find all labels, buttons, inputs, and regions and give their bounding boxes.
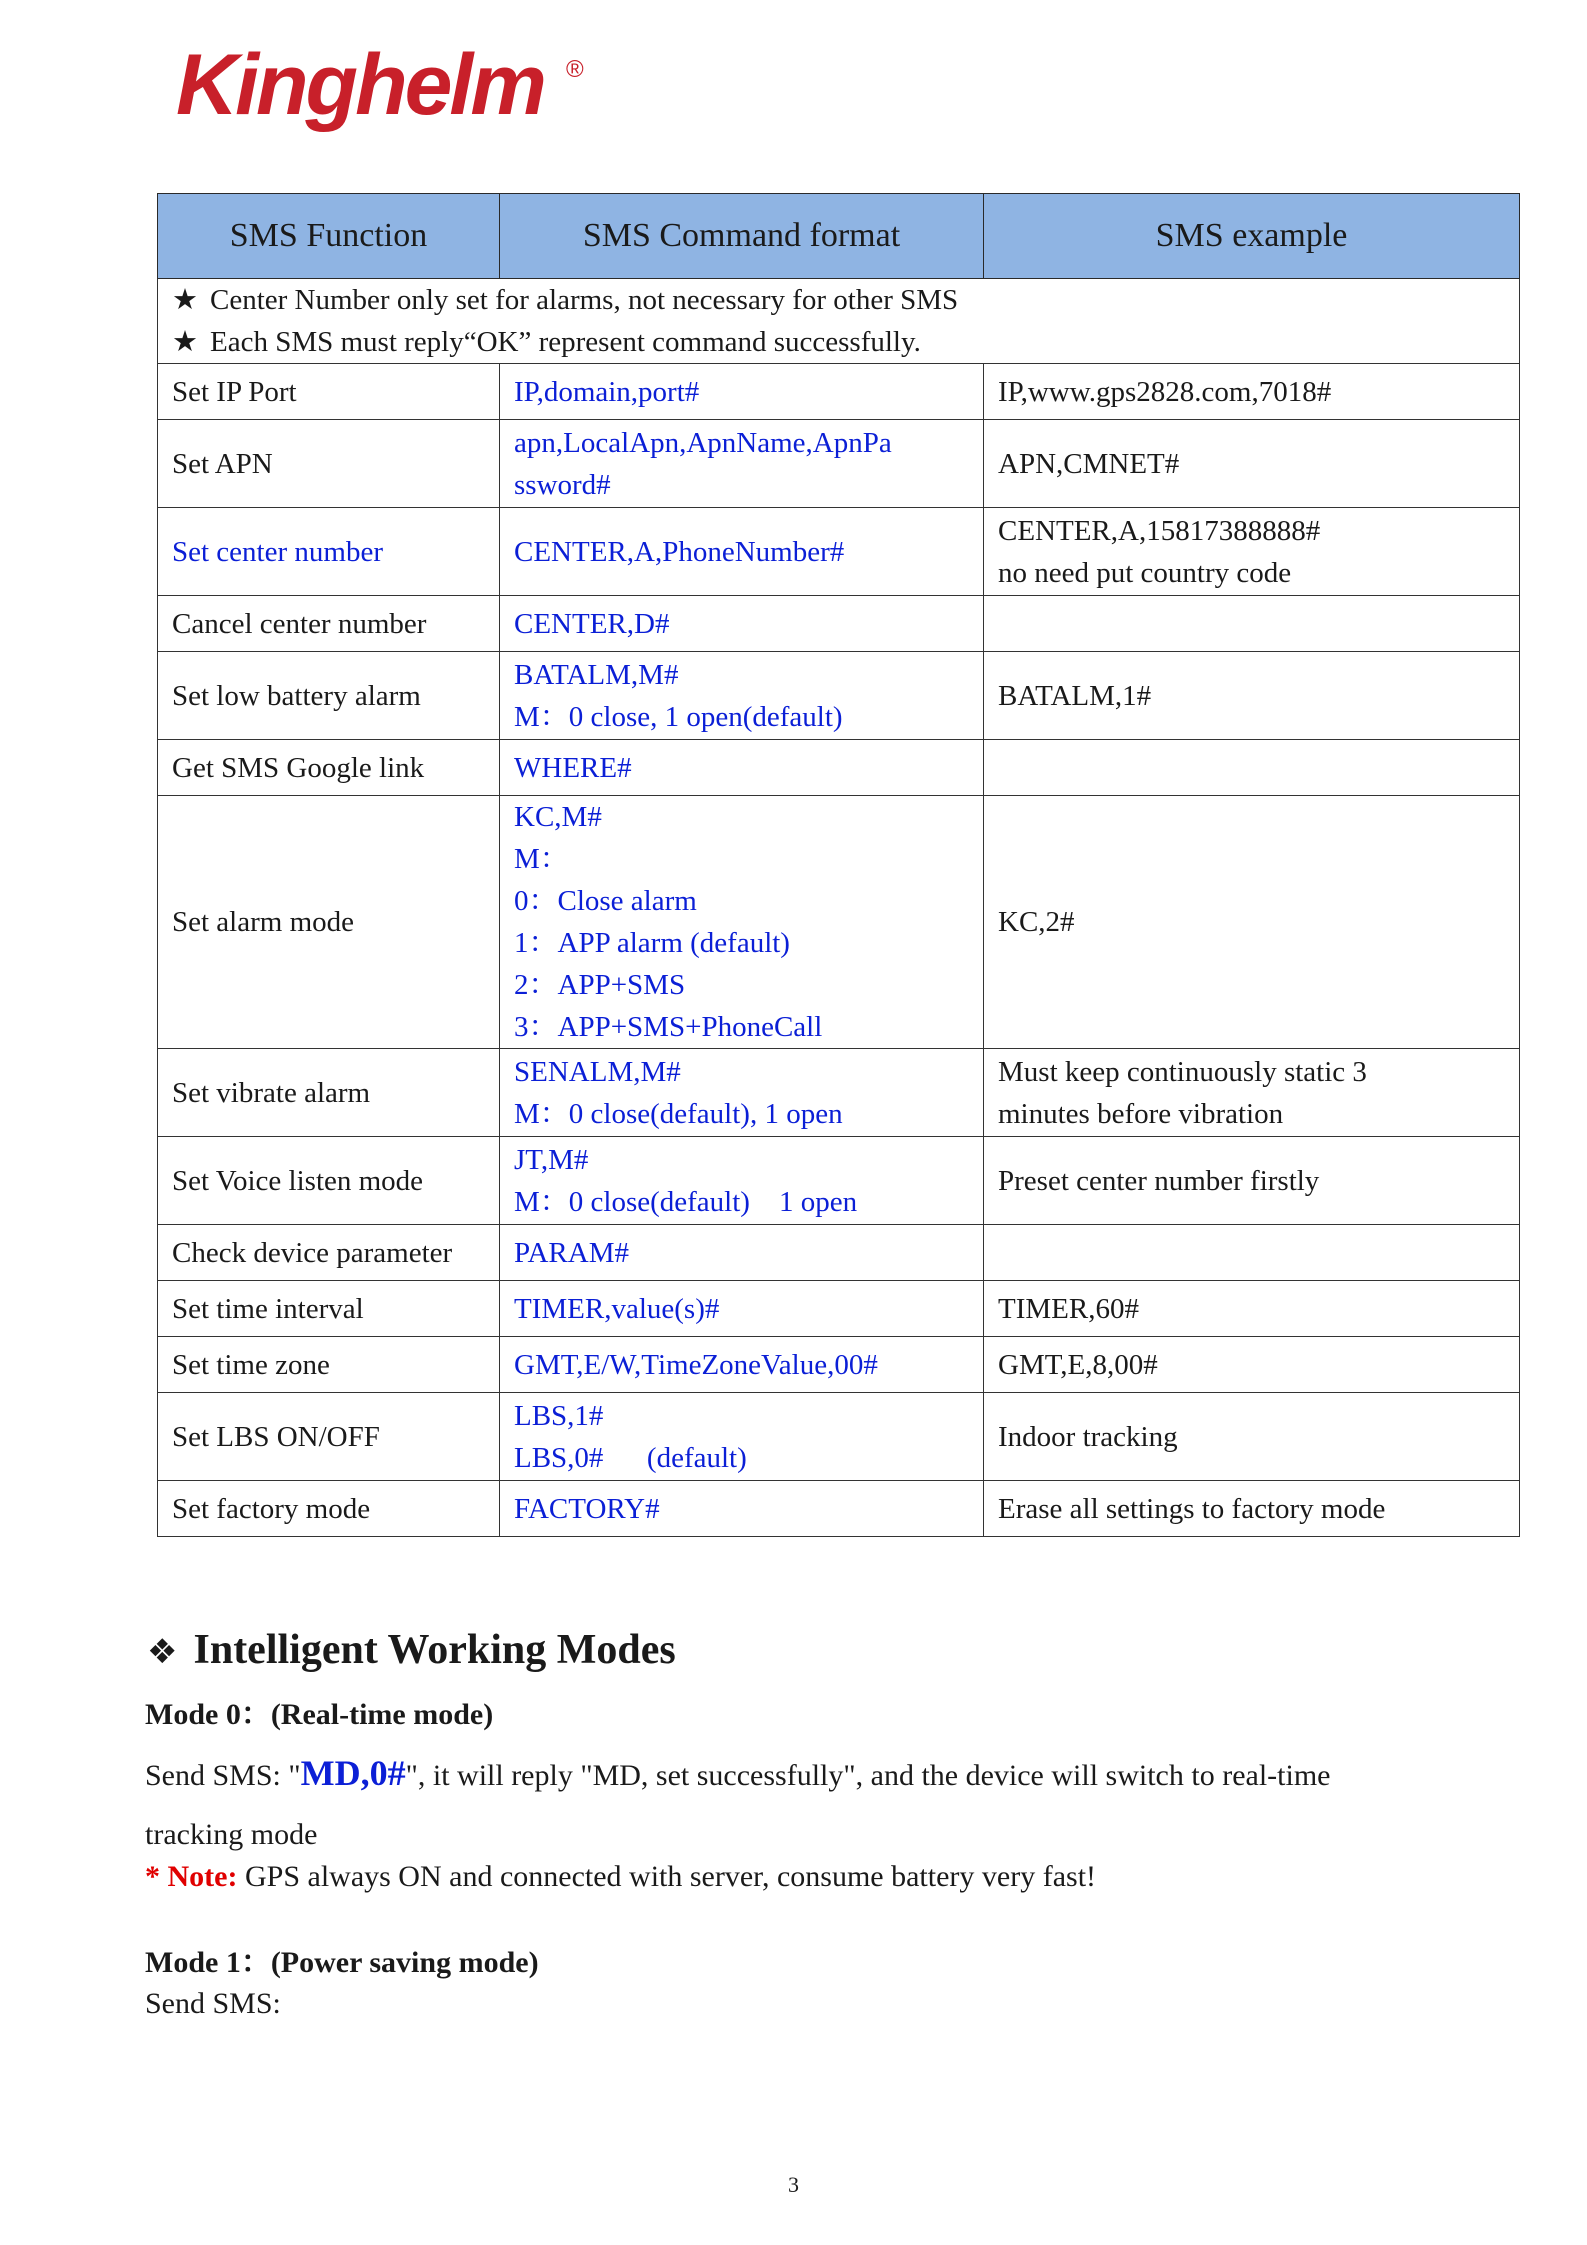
sms-example-cell: [984, 1481, 1520, 1537]
sms-command-cell: [500, 364, 984, 420]
table-row: [158, 420, 1520, 508]
example-line: no need put country code: [998, 556, 1292, 589]
note-text: Each SMS must reply“OK” represent command successfully.: [210, 326, 921, 358]
sms-example-cell: [984, 508, 1520, 596]
example-line: KC,2#: [998, 906, 1075, 938]
command-line: PARAM#: [514, 1236, 629, 1269]
command-line: M：0 close, 1 open(default): [514, 700, 843, 733]
table-row: [158, 364, 1520, 420]
example-line: CENTER,A,15817388888#: [998, 514, 1321, 547]
example-line: IP,www.gps2828.com,7018#: [998, 375, 1332, 408]
sms-function-cell: Check device parameter: [158, 1225, 500, 1281]
table-row: [158, 796, 1520, 1049]
command-line: JT,M#: [514, 1143, 589, 1176]
note-text: Center Number only set for alarms, not necessary for other SMS: [210, 284, 959, 316]
command-line: M：0 close(default) 1 open: [514, 1185, 858, 1218]
sms-example-cell: [984, 1337, 1520, 1393]
command-line: IP,domain,port#: [514, 375, 700, 408]
table-row: [158, 1225, 1520, 1281]
sms-example-cell: [984, 1281, 1520, 1337]
mode0-note: [145, 1857, 1475, 1897]
command-line: CENTER,D#: [514, 607, 670, 640]
example-line: minutes before vibration: [998, 1097, 1284, 1130]
note-line: [172, 279, 1505, 321]
command-line: GMT,E/W,TimeZoneValue,00#: [514, 1348, 878, 1381]
sms-function-cell: Set Voice listen mode: [158, 1137, 500, 1225]
example-line: APN,CMNET#: [998, 447, 1180, 480]
sms-example-cell: [984, 740, 1520, 796]
command-line: TIMER,value(s)#: [514, 1292, 720, 1325]
sms-command-cell: [500, 1393, 984, 1481]
example-line: Indoor tracking: [998, 1420, 1178, 1453]
page-number: 3: [788, 2172, 799, 2197]
example-line: Preset center number firstly: [998, 1164, 1320, 1197]
sms-command-cell: [500, 420, 984, 508]
mode0-send-line2: tracking mode: [145, 1818, 318, 1851]
command-line: 2：APP+SMS: [514, 969, 686, 1001]
mode1-title: Mode 1：(Power saving mode): [145, 1946, 539, 1979]
star-icon: ★: [172, 284, 198, 316]
example-line: GMT,E,8,00#: [998, 1348, 1158, 1381]
command-line: FACTORY#: [514, 1492, 660, 1525]
mode0-send-line: [145, 1753, 1475, 1796]
sms-function-cell: Set LBS ON/OFF: [158, 1393, 500, 1481]
sms-function-cell: Set IP Port: [158, 364, 500, 420]
command-line: M：0 close(default), 1 open: [514, 1097, 843, 1130]
header-sms-command-format: SMS Command format: [500, 194, 984, 279]
sms-function-cell: Cancel center number: [158, 596, 500, 652]
mode0-command: MD,0#: [300, 1753, 406, 1793]
sms-example-cell: [984, 596, 1520, 652]
sms-command-cell: [500, 1049, 984, 1137]
star-icon: ★: [172, 326, 198, 358]
sms-function-cell: Set time zone: [158, 1337, 500, 1393]
sms-function-cell: Set vibrate alarm: [158, 1049, 500, 1137]
sms-command-cell: [500, 508, 984, 596]
sms-command-cell: [500, 1137, 984, 1225]
section-heading: [147, 1622, 676, 1680]
command-line: KC,M#: [514, 801, 602, 833]
table-header-row: [158, 194, 1520, 279]
sms-command-cell: [500, 1481, 984, 1537]
table-row: [158, 1137, 1520, 1225]
table-row: [158, 740, 1520, 796]
sms-command-cell: [500, 1225, 984, 1281]
note-line: [172, 321, 1505, 363]
command-line: 1：APP alarm (default): [514, 927, 790, 959]
command-line: CENTER,A,PhoneNumber#: [514, 535, 845, 568]
note-label: * Note:: [145, 1860, 238, 1893]
sms-example-cell: [984, 1049, 1520, 1137]
mode0-title: Mode 0：(Real-time mode): [145, 1698, 494, 1731]
command-line: apn,LocalApn,ApnName,ApnPa: [514, 426, 892, 459]
header-sms-function: SMS Function: [158, 194, 500, 279]
sms-example-cell: [984, 364, 1520, 420]
sms-example-cell: [984, 1225, 1520, 1281]
table-row: [158, 1481, 1520, 1537]
command-line: LBS,1#: [514, 1399, 604, 1432]
command-line: ssword#: [514, 468, 611, 501]
command-line: BATALM,M#: [514, 658, 679, 691]
sms-command-cell: [500, 796, 984, 1049]
sms-function-cell: Set factory mode: [158, 1481, 500, 1537]
table-row: [158, 1049, 1520, 1137]
table-row: [158, 596, 1520, 652]
sms-function-cell: Set low battery alarm: [158, 652, 500, 740]
registered-mark: ®: [566, 56, 584, 83]
sms-command-table: [157, 193, 1520, 1537]
sms-function-cell: Set alarm mode: [158, 796, 500, 1049]
section-title: Intelligent Working Modes: [193, 1627, 676, 1673]
table-row: [158, 652, 1520, 740]
table-row: [158, 508, 1520, 596]
sms-function-cell: Set center number: [158, 508, 500, 596]
sms-example-cell: [984, 420, 1520, 508]
table-row: [158, 1393, 1520, 1481]
mode1-send: Send SMS:: [145, 1987, 281, 2020]
sms-function-cell: Set APN: [158, 420, 500, 508]
sms-command-cell: [500, 1281, 984, 1337]
command-line: WHERE#: [514, 751, 632, 784]
sms-example-cell: [984, 796, 1520, 1049]
sms-command-cell: [500, 740, 984, 796]
sms-function-cell: Set time interval: [158, 1281, 500, 1337]
note-text: GPS always ON and connected with server, consume battery very fast!: [237, 1860, 1097, 1893]
example-line: Must keep continuously static 3: [998, 1055, 1367, 1088]
kinghelm-logo: Kinghelm: [176, 37, 544, 133]
notes-cell: [158, 279, 1520, 364]
table-row: [158, 1281, 1520, 1337]
sms-command-cell: [500, 1337, 984, 1393]
sms-example-cell: [984, 1393, 1520, 1481]
diamond-bullet-icon: ❖: [147, 1632, 178, 1672]
mode0-send-pre: Send SMS: ": [145, 1759, 301, 1792]
command-line: 3：APP+SMS+PhoneCall: [514, 1011, 823, 1043]
sms-command-cell: [500, 596, 984, 652]
notes-row: [158, 279, 1520, 364]
sms-example-cell: [984, 652, 1520, 740]
command-line: LBS,0# (default): [514, 1441, 747, 1474]
command-line: SENALM,M#: [514, 1055, 681, 1088]
header-sms-example: SMS example: [984, 194, 1520, 279]
table-row: [158, 1337, 1520, 1393]
example-line: TIMER,60#: [998, 1292, 1139, 1325]
sms-command-cell: [500, 652, 984, 740]
command-line: 0：Close alarm: [514, 885, 697, 917]
example-line: Erase all settings to factory mode: [998, 1492, 1386, 1525]
mode0-send-post: ", it will reply "MD, set successfully", and the device will switch to real-time: [405, 1759, 1331, 1792]
example-line: BATALM,1#: [998, 679, 1152, 712]
sms-function-cell: Get SMS Google link: [158, 740, 500, 796]
sms-example-cell: [984, 1137, 1520, 1225]
command-line: M：: [514, 843, 569, 875]
